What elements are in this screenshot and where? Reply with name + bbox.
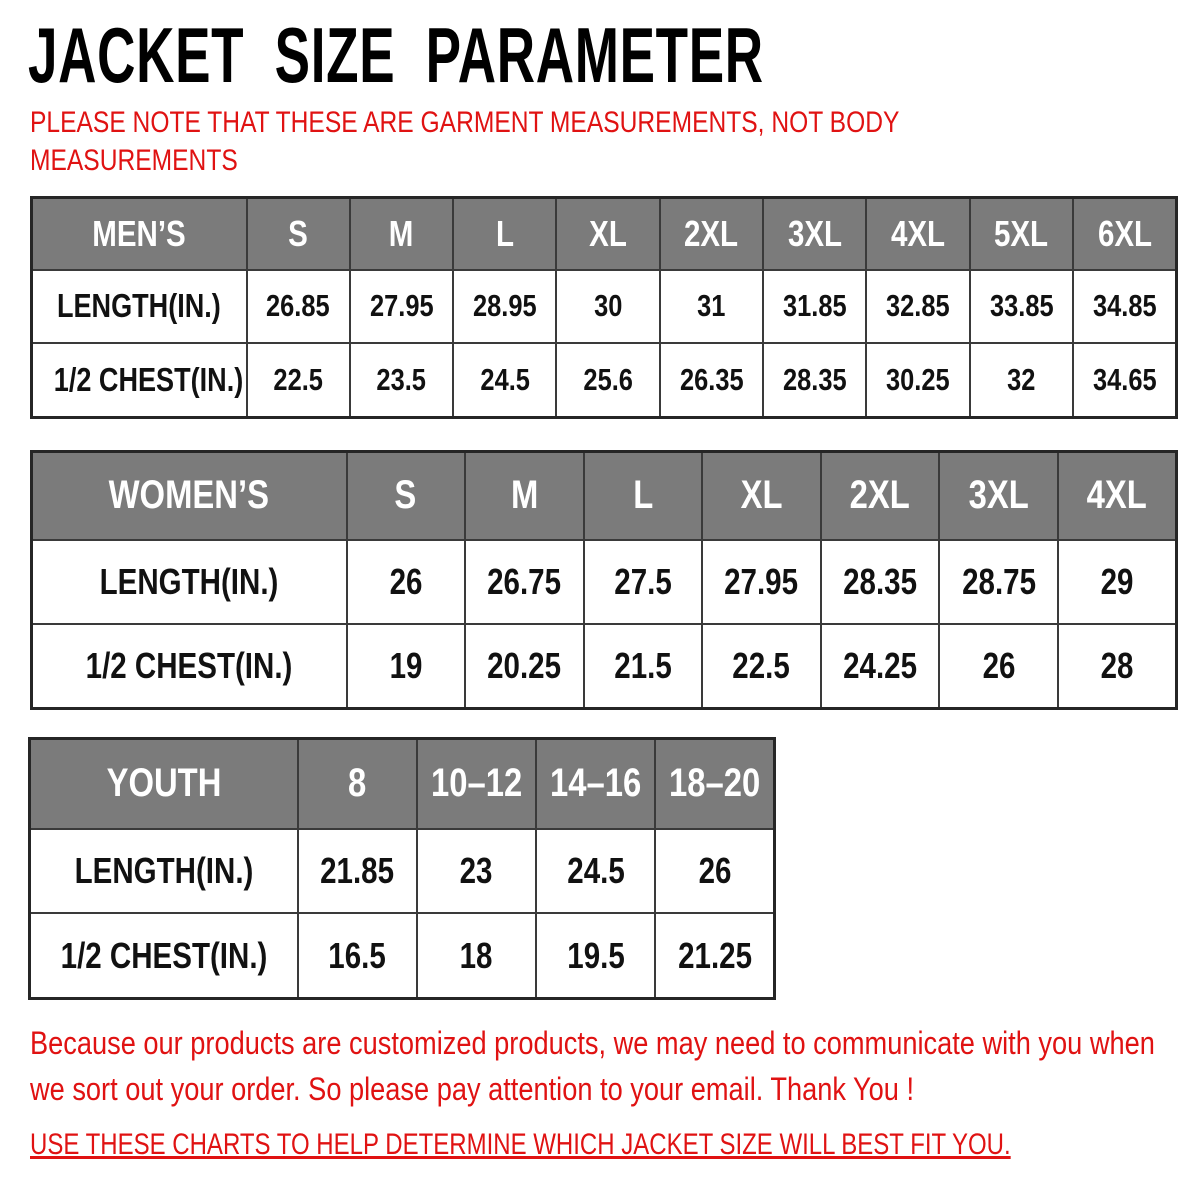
size-header-cell-text: 10–12 — [430, 761, 522, 806]
size-header-cell-text: L — [632, 473, 653, 518]
measurement-value-cell — [1073, 343, 1176, 417]
measurement-value-cell-text: 25.6 — [583, 362, 633, 398]
measurement-value-cell-text: 23.5 — [376, 362, 427, 398]
size-header-cell — [660, 198, 763, 270]
measurement-value-cell — [1058, 540, 1177, 624]
measurement-value-cell — [821, 624, 940, 709]
measurement-value-cell — [536, 913, 655, 998]
size-header-cell — [702, 452, 821, 540]
size-header-cell — [1073, 198, 1176, 270]
measurement-row — [30, 913, 775, 998]
row-label-cell-text: 1/2 CHEST(IN.) — [53, 361, 244, 399]
measurement-value-cell — [702, 624, 821, 709]
row-label-cell — [30, 829, 298, 914]
measurement-value-cell — [298, 913, 417, 998]
row-label-cell — [32, 343, 247, 417]
measurement-value-cell-text: 21.25 — [677, 934, 752, 976]
size-header-cell-text: 3XL — [968, 473, 1029, 518]
row-label-cell — [32, 540, 347, 624]
size-header-row — [32, 452, 1177, 540]
row-label-cell-text: LENGTH(IN.) — [57, 287, 222, 325]
measurement-value-cell — [970, 270, 1073, 344]
measurement-row — [32, 624, 1177, 709]
table-name-cell-text: WOMEN’S — [109, 473, 270, 518]
measurement-value-cell — [821, 540, 940, 624]
measurement-value-cell-text: 27.95 — [724, 560, 799, 602]
measurement-row — [30, 829, 775, 914]
measurement-value-cell — [939, 540, 1058, 624]
size-header-cell — [536, 739, 655, 829]
row-label-cell — [32, 270, 247, 344]
size-header-cell-text: S — [394, 473, 417, 518]
measurement-value-cell — [866, 343, 969, 417]
measurement-row — [32, 343, 1177, 417]
size-table — [30, 450, 1178, 710]
measurement-value-cell — [247, 343, 350, 417]
measurement-value-cell — [453, 343, 556, 417]
size-header-cell — [970, 198, 1073, 270]
size-header-cell — [417, 739, 536, 829]
measurement-value-cell — [347, 624, 466, 709]
measurement-value-cell-text: 26.35 — [679, 362, 744, 398]
measurement-row — [32, 270, 1177, 344]
measurement-value-cell-text: 26 — [698, 849, 732, 891]
garment-measurement-note: PLEASE NOTE THAT THESE ARE GARMENT MEASUREMENTS, NOT BODY MEASUREMENTS — [30, 106, 899, 178]
measurement-value-cell — [247, 270, 350, 344]
measurement-value-cell — [556, 343, 659, 417]
measurement-value-cell-text: 32 — [1007, 362, 1036, 398]
customization-notice: Because our products are customized products, we may need to communicate with you when we sort out your order. So please pay attention to your email. Thank You ! — [30, 1025, 1155, 1108]
measurement-value-cell-text: 19 — [389, 644, 423, 686]
size-header-cell-text: S — [288, 212, 309, 254]
size-header-cell-text: 8 — [348, 761, 367, 806]
mens-size-table — [30, 196, 1178, 419]
measurement-value-cell-text: 30.25 — [886, 362, 950, 398]
measurement-value-cell — [1058, 624, 1177, 709]
measurement-value-cell — [584, 540, 703, 624]
size-header-cell — [866, 198, 969, 270]
row-label-cell-text: LENGTH(IN.) — [74, 849, 254, 891]
measurement-value-cell-text: 28 — [1100, 644, 1134, 686]
measurement-value-cell-text: 22.5 — [273, 362, 323, 398]
measurement-value-cell — [584, 624, 703, 709]
page-title: JACKET SIZE PARAMETER — [28, 11, 764, 99]
measurement-value-cell-text: 34.85 — [1092, 288, 1157, 324]
measurement-value-cell-text: 30 — [594, 288, 623, 324]
size-header-cell — [453, 198, 556, 270]
size-header-cell — [350, 198, 453, 270]
measurement-value-cell-text: 22.5 — [732, 644, 791, 686]
measurement-value-cell-text: 27.5 — [614, 560, 672, 602]
size-header-cell-text: M — [389, 212, 414, 254]
size-header-cell — [247, 198, 350, 270]
measurement-value-cell-text: 26.85 — [266, 288, 330, 324]
size-table — [28, 737, 776, 1000]
measurement-value-cell-text: 28.75 — [961, 560, 1036, 602]
chart-usage-note: USE THESE CHARTS TO HELP DETERMINE WHICH JACKET SIZE WILL BEST FIT YOU. — [30, 1128, 1011, 1161]
size-header-cell-text: 5XL — [994, 212, 1049, 254]
measurement-value-cell-text: 31.85 — [782, 288, 847, 324]
measurement-value-cell-text: 33.85 — [989, 288, 1054, 324]
size-header-cell-text: 3XL — [787, 212, 842, 254]
measurement-value-cell — [465, 540, 584, 624]
measurement-value-cell-text: 32.85 — [886, 288, 950, 324]
measurement-value-cell-text: 26.75 — [487, 560, 562, 602]
womens-size-table — [30, 450, 1178, 710]
measurement-value-cell — [417, 829, 536, 914]
measurement-value-cell — [866, 270, 969, 344]
measurement-value-cell-text: 31 — [697, 288, 726, 324]
size-header-row — [30, 739, 775, 829]
size-table — [30, 196, 1178, 419]
measurement-value-cell-text: 20.25 — [487, 644, 562, 686]
measurement-value-cell-text: 28.35 — [843, 560, 917, 602]
size-header-cell — [821, 452, 940, 540]
size-header-cell — [465, 452, 584, 540]
measurement-value-cell — [939, 624, 1058, 709]
size-header-cell-text: L — [495, 212, 514, 254]
size-header-cell-text: 4XL — [891, 212, 946, 254]
size-header-cell-text: 14–16 — [550, 761, 642, 806]
size-header-cell — [1058, 452, 1177, 540]
measurement-value-cell — [655, 913, 774, 998]
measurement-value-cell-text: 16.5 — [328, 934, 386, 976]
measurement-value-cell — [1073, 270, 1176, 344]
measurement-value-cell — [453, 270, 556, 344]
size-header-cell-text: XL — [589, 212, 628, 254]
measurement-value-cell — [655, 829, 774, 914]
measurement-row — [32, 540, 1177, 624]
measurement-value-cell-text: 34.65 — [1092, 362, 1157, 398]
size-header-cell-text: XL — [740, 473, 783, 518]
table-name-cell — [30, 739, 298, 829]
size-header-cell-text: 6XL — [1097, 212, 1152, 254]
measurement-value-cell — [970, 343, 1073, 417]
measurement-value-cell — [417, 913, 536, 998]
size-header-cell-text: 4XL — [1086, 473, 1148, 518]
table-name-cell — [32, 452, 347, 540]
table-name-cell — [32, 198, 247, 270]
measurement-value-cell-text: 24.25 — [843, 644, 917, 686]
measurement-value-cell-text: 27.95 — [369, 288, 434, 324]
row-label-cell — [30, 913, 298, 998]
measurement-value-cell-text: 21.5 — [614, 644, 672, 686]
size-header-cell-text: 18–20 — [669, 761, 761, 806]
size-header-cell-text: 2XL — [684, 212, 739, 254]
measurement-value-cell — [298, 829, 417, 914]
row-label-cell-text: LENGTH(IN.) — [99, 560, 279, 602]
measurement-value-cell-text: 23 — [459, 849, 493, 891]
measurement-value-cell — [536, 829, 655, 914]
measurement-value-cell — [556, 270, 659, 344]
measurement-value-cell-text: 21.85 — [320, 849, 395, 891]
measurement-value-cell-text: 28.35 — [782, 362, 847, 398]
measurement-value-cell — [763, 270, 866, 344]
measurement-value-cell-text: 26 — [389, 560, 423, 602]
measurement-value-cell-text: 29 — [1100, 560, 1134, 602]
size-header-cell — [584, 452, 703, 540]
measurement-value-cell — [660, 343, 763, 417]
table-name-cell-text: MEN’S — [92, 212, 186, 254]
measurement-value-cell — [350, 343, 453, 417]
measurement-value-cell — [660, 270, 763, 344]
size-header-cell — [655, 739, 774, 829]
row-label-cell-text: 1/2 CHEST(IN.) — [60, 934, 268, 976]
measurement-value-cell-text: 19.5 — [566, 934, 625, 976]
size-header-cell-text: 2XL — [849, 473, 911, 518]
measurement-value-cell — [350, 270, 453, 344]
row-label-cell — [32, 624, 347, 709]
measurement-value-cell — [702, 540, 821, 624]
measurement-value-cell — [763, 343, 866, 417]
measurement-value-cell-text: 24.5 — [566, 849, 625, 891]
size-header-cell — [763, 198, 866, 270]
size-header-cell-text: M — [510, 473, 539, 518]
measurement-value-cell-text: 26 — [982, 644, 1016, 686]
youth-size-table — [28, 737, 776, 1000]
row-label-cell-text: 1/2 CHEST(IN.) — [85, 644, 293, 686]
size-header-row — [32, 198, 1177, 270]
size-header-cell — [939, 452, 1058, 540]
measurement-value-cell — [465, 624, 584, 709]
size-header-cell — [347, 452, 466, 540]
size-header-cell — [556, 198, 659, 270]
measurement-value-cell-text: 18 — [459, 934, 493, 976]
size-header-cell — [298, 739, 417, 829]
measurement-value-cell-text: 28.95 — [473, 288, 537, 324]
measurement-value-cell — [347, 540, 466, 624]
measurement-value-cell-text: 24.5 — [480, 362, 530, 398]
table-name-cell-text: YOUTH — [106, 761, 222, 806]
